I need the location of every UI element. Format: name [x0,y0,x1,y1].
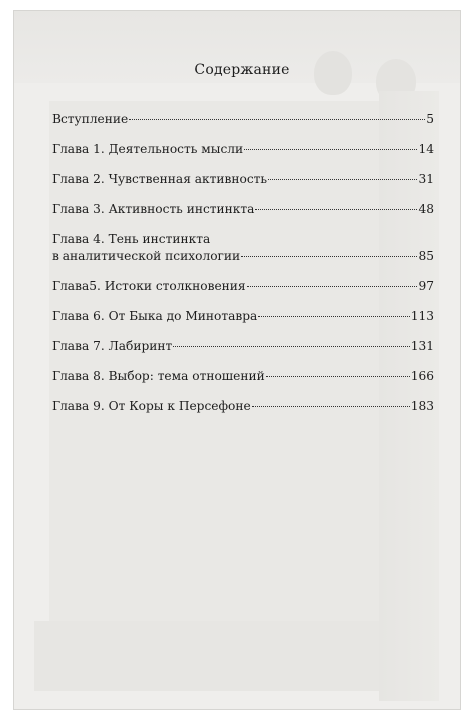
dot-leader [258,316,409,317]
toc-entry [52,141,442,158]
toc-entry [52,398,442,415]
toc-entry-page: 131 [410,339,434,353]
toc-entry-page: 14 [418,142,434,156]
toc-entry [52,308,442,325]
toc-entry-label: Глава 9. От Коры к Персефоне [52,399,251,413]
dot-leader [129,119,425,120]
dot-leader [268,179,417,180]
toc-entry-label: в аналитической психологии [52,249,241,263]
toc-entry-label: Глава 8. Выбор: тема отношений [52,369,265,383]
toc-entry-label: Глава 6. От Быка до Минотавра [52,309,258,323]
toc-entry-label: Глава 2. Чувственная активность [52,172,268,186]
dot-leader [255,209,417,210]
toc-entry [52,231,442,265]
toc-entry [52,171,442,188]
toc-entry-page: 113 [410,309,434,323]
toc-title: Содержание [194,62,290,78]
toc-entry [52,201,442,218]
toc-entry-page: 48 [418,202,434,216]
dot-leader [241,256,417,257]
dot-leader [247,286,418,287]
toc-entry-label: Вступление [52,112,129,126]
dot-leader [252,406,410,407]
toc-entry-page: 5 [426,112,434,126]
toc-entry-label: Глава 3. Активность инстинкта [52,202,255,216]
toc-entry [52,278,442,295]
toc-entry-page: 183 [410,399,434,413]
dot-leader [173,346,409,347]
dot-leader [244,149,417,150]
toc-entry [52,368,442,385]
toc-entry-page: 97 [418,279,434,293]
table-of-contents [52,62,442,415]
toc-entry-label-line1: Глава 4. Тень инстинкта [52,232,211,246]
toc-entry-label: Глава 1. Деятельность мысли [52,142,244,156]
toc-entry-label: Глава5. Истоки столкновения [52,279,246,293]
toc-entry [52,111,442,128]
toc-entry-page: 85 [418,249,434,263]
toc-entry-page: 31 [418,172,434,186]
dot-leader [266,376,410,377]
toc-entry-page: 166 [410,369,434,383]
toc-entry [52,338,442,355]
toc-entry-label: Глава 7. Лабиринт [52,339,173,353]
